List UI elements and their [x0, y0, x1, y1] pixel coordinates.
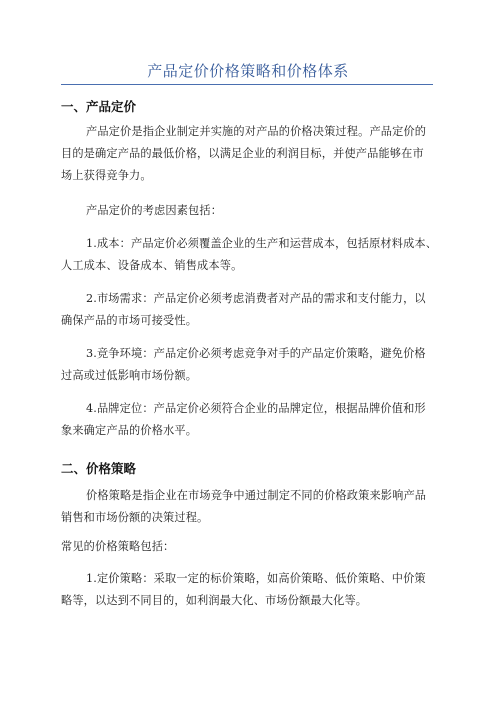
title-underline: [61, 84, 433, 85]
text-line: 4.品牌定位：产品定价必须符合企业的品牌定位，根据品牌价值和形: [86, 402, 426, 415]
text-line: 人工成本、设备成本、销售成本等。: [61, 259, 243, 272]
text-line: 销售和市场份额的决策过程。: [61, 511, 209, 524]
text-line: 产品定价的考虑因素包括：: [86, 204, 223, 217]
section-heading-pricing: 一、产品定价: [61, 99, 137, 114]
text-line: 过高或过低影响市场份额。: [61, 369, 198, 382]
text-line: 略等，以达到不同目的，如利润最大化、市场份额最大化等。: [61, 594, 368, 607]
text-line: 目的是确定产品的最低价格，以满足企业的利润目标，并使产品能够在市: [61, 147, 424, 160]
paragraph-factor-brand: [61, 398, 441, 442]
paragraph-pricing-factors-intro: [61, 200, 441, 222]
text-line: 象来确定产品的价格水平。: [61, 424, 198, 437]
text-line: 3.竞争环境：产品定价必须考虑竞争对手的产品定价策略，避免价格: [86, 347, 426, 360]
paragraph-common-strategies-intro: [61, 536, 441, 558]
paragraph-strategy-pricing: [61, 568, 441, 612]
paragraph-strategy-definition: [61, 485, 441, 529]
text-line: 1.成本：产品定价必须覆盖企业的生产和运营成本，包括原材料成本、: [86, 237, 438, 250]
text-line: 场上获得竞争力。: [61, 169, 152, 182]
text-line: 价格策略是指企业在市场竞争中通过制定不同的价格政策来影响产品: [86, 489, 427, 502]
text-line: 2.市场需求：产品定价必须考虑消费者对产品的需求和支付能力，以: [86, 292, 426, 305]
text-line: 1.定价策略：采取一定的标价策略，如高价策略、低价策略、中价策: [86, 572, 426, 585]
paragraph-factor-cost: [61, 233, 441, 277]
paragraph-factor-competition: [61, 343, 441, 387]
document-title: 产品定价价格策略和价格体系: [147, 62, 349, 80]
paragraph-pricing-definition: [61, 121, 441, 187]
text-line: 产品定价是指企业制定并实施的对产品的价格决策过程。产品定价的: [86, 125, 427, 138]
paragraph-factor-demand: [61, 288, 441, 332]
text-line: 常见的价格策略包括：: [61, 540, 175, 553]
text-line: 确保产品的市场可接受性。: [61, 314, 198, 327]
section-heading-price-strategy: 二、价格策略: [61, 461, 137, 476]
